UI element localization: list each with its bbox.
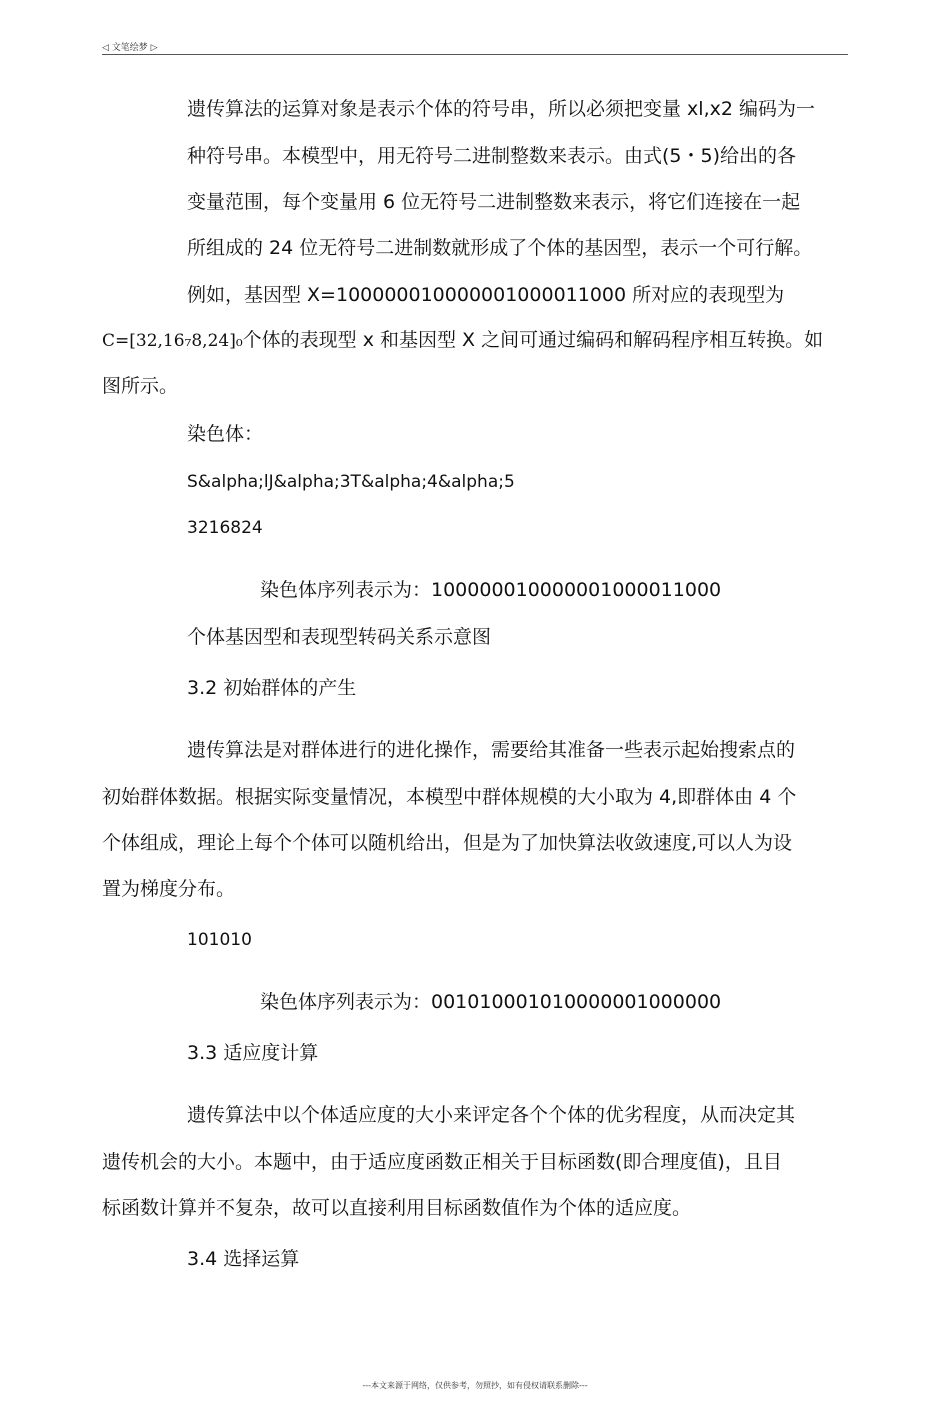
paragraph-2-line-2-text: 个体的表现型 x 和基因型 X 之间可通过编码和解码程序相互转换。如 <box>242 329 824 351</box>
paragraph-2-line-3: 图所示。 <box>102 375 179 397</box>
section-3-3-line-1: 遗传算法中以个体适应度的大小来评定各个个体的优劣程度，从而决定其 <box>187 1104 796 1126</box>
paragraph-1-line-4: 所组成的 24 位无符号二进制数就形成了个体的基因型，表示一个可行解。 <box>187 237 813 259</box>
section-3-2-heading: 3.2 初始群体的产生 <box>187 677 357 699</box>
paragraph-2-line-2 <box>102 327 823 354</box>
chromosome-sequence-2: 染色体序列表示为：001010001010000001000000 <box>260 991 722 1013</box>
section-3-3-line-2: 遗传机会的大小。本题中，由于适应度函数正相关于目标函数(即合理度值)，且目 <box>102 1151 782 1173</box>
section-3-3-line-3: 标函数计算并不复杂，故可以直接利用目标函数值作为个体的适应度。 <box>102 1197 692 1219</box>
chromosome-numbers: 3216824 <box>187 518 263 538</box>
page-footer: ---本文来源于网络，仅供参考，勿照抄，如有侵权请联系删除--- <box>362 1381 588 1390</box>
paragraph-1-line-3: 变量范围，每个变量用 6 位无符号二进制整数来表示，将它们连接在一起 <box>187 191 801 213</box>
header-text: ◁ 文笔绘梦 ▷ <box>102 43 158 53</box>
section-3-2-line-4: 置为梯度分布。 <box>102 878 236 900</box>
page-header <box>102 38 848 55</box>
population-numbers: 101010 <box>187 930 252 950</box>
paragraph-1-line-2: 种符号串。本模型中，用无符号二进制整数来表示。由式(5・5)给出的各 <box>187 145 797 167</box>
phenotype-formula: C=[32,16₇8,24]₀ <box>102 331 243 351</box>
section-3-4-heading: 3.4 选择运算 <box>187 1248 300 1270</box>
chromosome-sequence-1: 染色体序列表示为：100000010000001000011000 <box>260 579 722 601</box>
figure-caption: 个体基因型和表现型转码关系示意图 <box>187 626 492 648</box>
chromosome-symbols: S&alpha;lJ&alpha;3T&alpha;4&alpha;5 <box>187 472 515 492</box>
chromosome-label: 染色体： <box>187 423 264 445</box>
section-3-2-line-2: 初始群体数据。根据实际变量情况，本模型中群体规模的大小取为 4,即群体由 4 个 <box>102 786 797 808</box>
paragraph-1-line-1: 遗传算法的运算对象是表示个体的符号串，所以必须把变量 xl,x2 编码为一 <box>187 98 815 120</box>
section-3-2-line-1: 遗传算法是对群体进行的进化操作，需要给其准备一些表示起始搜索点的 <box>187 739 796 761</box>
section-3-3-heading: 3.3 适应度计算 <box>187 1042 319 1064</box>
section-3-2-line-3: 个体组成，理论上每个个体可以随机给出，但是为了加快算法收敛速度,可以人为设 <box>102 832 793 854</box>
paragraph-2-line-1: 例如，基因型 X=100000010000001000011000 所对应的表现型为 <box>187 284 785 306</box>
